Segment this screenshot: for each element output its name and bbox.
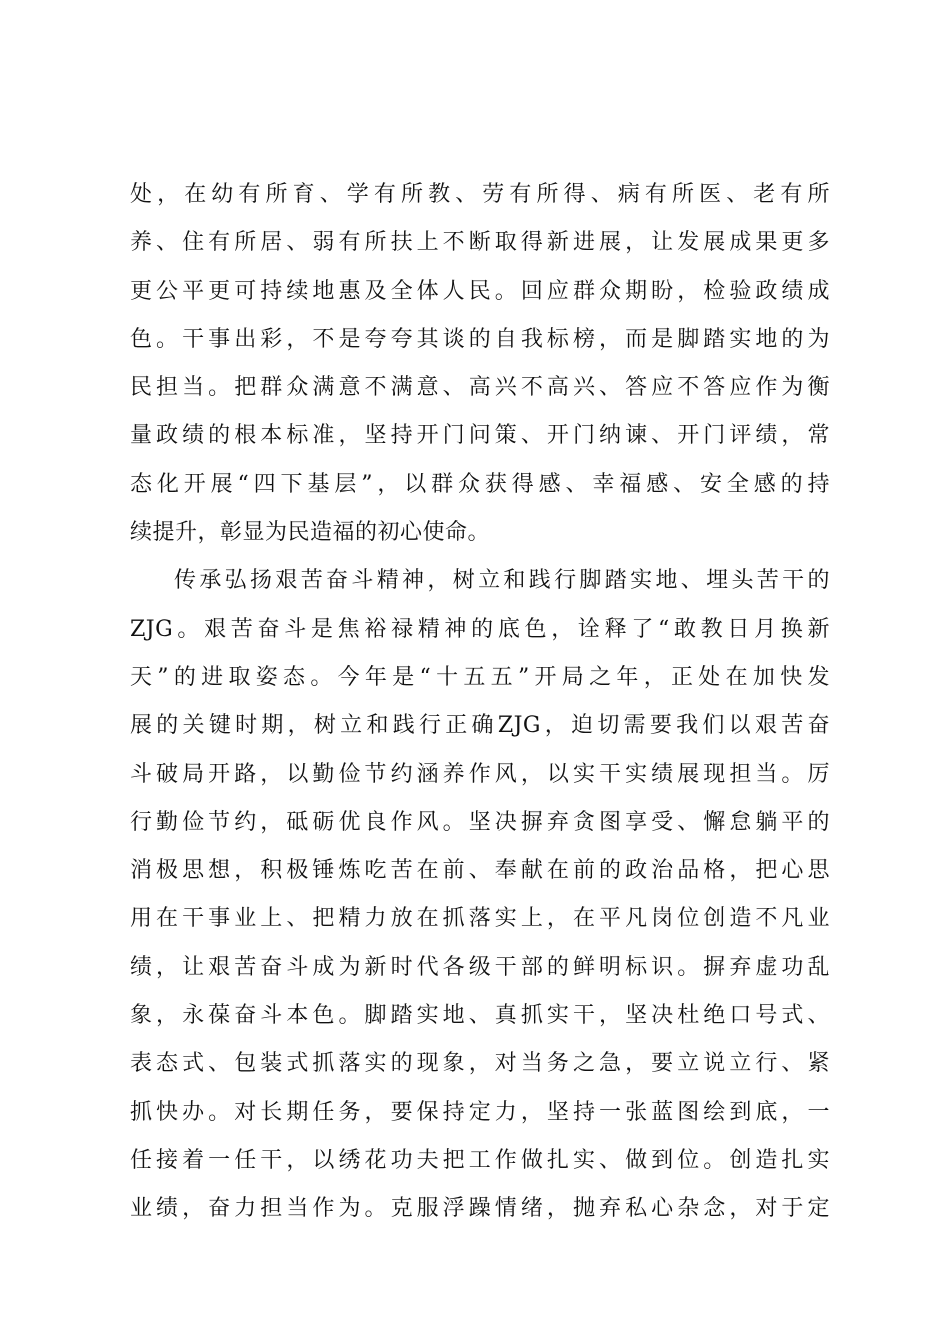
paragraph-1-line-8: 续提升，彰显为民造福的初心使命。 (130, 520, 491, 546)
paragraph-2-line-10: 象，永葆奋斗本色。脚踏实地、真抓实干，坚决杜绝口号式、 (130, 1003, 830, 1029)
paragraph-1-line-4: 色。干事出彩，不是夸夸其谈的自我标榜，而是脚踏实地的为 (130, 326, 830, 352)
paragraph-2-line-5: 斗破局开路，以勤俭节约涵养作风，以实干实绩展现担当。厉 (130, 761, 830, 787)
paragraph-2-line-13: 任接着一任干，以绣花功夫把工作做扎实、做到位。创造扎实 (130, 1147, 830, 1173)
paragraph-2-line-1: 传承弘扬艰苦奋斗精神，树立和践行脚踏实地、埋头苦干的 (174, 568, 830, 594)
paragraph-1-line-6: 量政绩的根本标准，坚持开门问策、开门纳谏、开门评绩，常 (130, 423, 830, 449)
paragraph-2-line-4: 展的关键时期，树立和践行正确ZJG，迫切需要我们以艰苦奋 (130, 713, 830, 739)
paragraph-1-line-2: 养、住有所居、弱有所扶上不断取得新进展，让发展成果更多 (130, 230, 830, 256)
paragraph-1-line-5: 民担当。把群众满意不满意、高兴不高兴、答应不答应作为衡 (130, 375, 830, 401)
document-body (130, 171, 830, 1234)
paragraph-2-line-12: 抓快办。对长期任务，要保持定力，坚持一张蓝图绘到底，一 (130, 1099, 830, 1125)
paragraph-2-line-11: 表态式、包装式抓落实的现象，对当务之急，要立说立行、紧 (130, 1051, 830, 1077)
paragraph-1-line-3: 更公平更可持续地惠及全体人民。回应群众期盼，检验政绩成 (130, 278, 830, 304)
paragraph-2-line-2: ZJG。艰苦奋斗是焦裕禄精神的底色，诠释了“敢教日月换新 (130, 616, 830, 642)
paragraph-2-line-14: 业绩，奋力担当作为。克服浮躁情绪，抛弃私心杂念，对于定 (130, 1196, 830, 1222)
paragraph-2-line-9: 绩，让艰苦奋斗成为新时代各级干部的鲜明标识。摒弃虚功乱 (130, 954, 830, 980)
paragraph-2-line-8: 用在干事业上、把精力放在抓落实上，在平凡岗位创造不凡业 (130, 906, 830, 932)
paragraph-1-line-7: 态化开展“四下基层”，以群众获得感、幸福感、安全感的持 (130, 471, 830, 497)
paragraph-2-line-3: 天”的进取姿态。今年是“十五五”开局之年，正处在加快发 (130, 664, 830, 690)
paragraph-1-line-1: 处，在幼有所育、学有所教、劳有所得、病有所医、老有所 (130, 182, 830, 207)
paragraph-2-line-6: 行勤俭节约，砥砺优良作风。坚决摒弃贪图享受、懈怠躺平的 (130, 809, 830, 835)
paragraph-2-line-7: 消极思想，积极锤炼吃苦在前、奉献在前的政治品格，把心思 (130, 858, 830, 884)
